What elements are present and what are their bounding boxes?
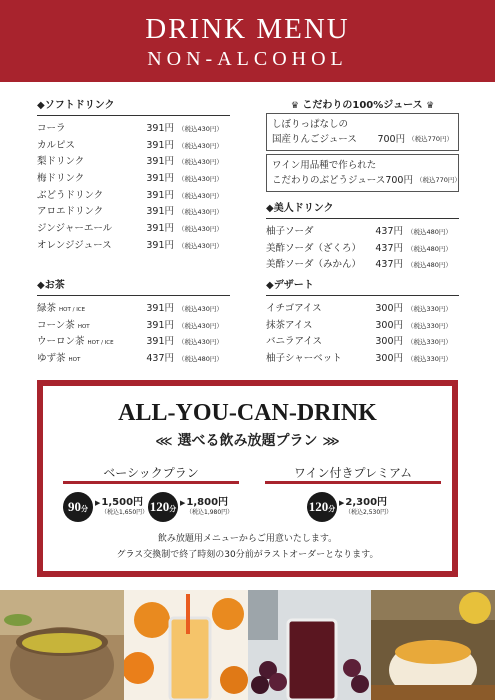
juice-price: 700円: [385, 175, 413, 186]
menu-item-row: [37, 333, 230, 350]
item-name: コーン茶: [37, 319, 75, 331]
basic-plan-heading: ベーシックプラン: [63, 464, 239, 484]
menu-item-row: [37, 170, 230, 187]
menu-item-row: [266, 317, 459, 334]
item-price: 437円: [146, 353, 174, 365]
item-price: 391円: [146, 206, 174, 218]
item-tax: （税込430円）: [178, 305, 223, 313]
photo-strip: [0, 590, 495, 700]
item-name: アロエドリンク: [37, 206, 104, 218]
soft-drink-section: [37, 96, 230, 254]
item-price: 391円: [146, 156, 174, 168]
plan-subtitle-row: [43, 430, 452, 450]
item-note: HOT / ICE: [87, 340, 114, 347]
dessert-section: [266, 276, 459, 367]
plan-price: ▶2,300円: [339, 497, 388, 508]
menu-item-row: [37, 300, 230, 317]
plan-tax: （税込2,530円）: [345, 509, 393, 516]
menu-item-row: [37, 187, 230, 204]
item-tax: （税込330円）: [407, 321, 452, 330]
arrow-icon: ▶: [95, 499, 101, 507]
item-price: 437円: [375, 242, 403, 254]
menu-item-row: [37, 350, 230, 367]
menu-item-row: [37, 137, 230, 154]
crown-icon: ♛: [426, 101, 435, 111]
section-title: ◆ソフトドリンク: [37, 96, 230, 116]
item-tax: （税込430円）: [178, 125, 223, 133]
item-tax: （税込430円）: [178, 241, 223, 250]
tea-section: [37, 276, 230, 367]
menu-item-row: [266, 223, 459, 240]
item-name: 美酢ソーダ（みかん）: [266, 259, 362, 271]
menu-item-row: [37, 220, 230, 237]
section-title: ◆お茶: [37, 276, 230, 296]
plan-title: ALL-YOU-CAN-DRINK: [118, 400, 377, 426]
item-price: 391円: [146, 223, 174, 235]
item-tax: （税込430円）: [178, 338, 223, 347]
item-tax: （税込480円）: [178, 355, 223, 364]
section-title: ◆美人ドリンク: [266, 199, 459, 219]
item-tax: （税込480円）: [407, 261, 452, 270]
item-name: カルピス: [37, 139, 76, 151]
item-name: ジンジャーエール: [37, 223, 113, 235]
menu-item-row: [37, 120, 230, 137]
item-tax: （税込330円）: [407, 338, 452, 347]
juice-desc: しぼりっぱなしの: [272, 119, 349, 130]
menu-item-row: [37, 203, 230, 220]
item-price: 300円: [375, 353, 403, 365]
arrow-icon: ▶: [339, 499, 345, 507]
menu-item-row: [37, 153, 230, 170]
menu-item-row: [266, 256, 459, 273]
leaf-icon: ⋘: [155, 434, 173, 448]
premium-plan-heading: ワイン付きプレミアム: [265, 464, 441, 484]
leaf-icon: ⋙: [322, 434, 340, 448]
juice-desc: ワイン用品種で作られた: [272, 160, 377, 171]
menu-item-row: [266, 333, 459, 350]
item-price: 391円: [146, 319, 174, 331]
juice-tax: （税込770円）: [408, 135, 453, 143]
beauty-drink-section: [266, 199, 459, 273]
item-name: 美酢ソーダ（ざくろ）: [266, 242, 362, 254]
item-name: イチゴアイス: [266, 303, 322, 314]
item-tax: （税込430円）: [178, 175, 223, 184]
item-name: ウーロン茶: [37, 336, 85, 348]
plan-subtitle: 選べる飲み放題プラン: [177, 433, 318, 449]
item-note: HOT: [68, 357, 81, 364]
item-tax: （税込330円）: [407, 355, 452, 364]
plan-price: ▶1,500円: [95, 497, 144, 508]
item-tax: （税込430円）: [178, 191, 223, 200]
juice-box-grape: [266, 154, 459, 192]
item-name: ぶどうドリンク: [37, 189, 104, 201]
item-name: 梅ドリンク: [37, 173, 85, 185]
plan-tax: （税込1,650円）: [101, 509, 149, 516]
item-tax: （税込330円）: [407, 305, 452, 313]
item-tax: （税込430円）: [178, 321, 223, 330]
menu-item-row: [37, 317, 230, 334]
item-tax: （税込430円）: [178, 225, 223, 234]
juice-photo: [124, 590, 248, 700]
menu-item-row: [37, 237, 230, 254]
plan-note: 飲み放題用メニューからご用意いたします。: [157, 534, 338, 544]
item-tax: （税込480円）: [407, 244, 452, 253]
menu-header: [0, 0, 495, 82]
item-note: HOT: [77, 323, 90, 330]
juice-name: 国産りんごジュース: [272, 134, 357, 145]
item-price: 437円: [375, 226, 403, 237]
item-price: 300円: [375, 303, 403, 314]
item-price: 391円: [146, 189, 174, 201]
grape-juice-photo: [248, 590, 372, 700]
item-name: 緑茶: [37, 303, 57, 314]
juice-price: 700円: [377, 134, 406, 145]
item-price: 391円: [146, 336, 174, 348]
item-price: 300円: [375, 319, 403, 331]
item-name: 梨ドリンク: [37, 156, 85, 168]
item-price: 391円: [146, 239, 174, 251]
item-name: コーラ: [37, 123, 66, 134]
citrus-tea-photo: [371, 590, 495, 700]
item-name: バニラアイス: [266, 336, 323, 348]
juice-tax: （税込770円）: [415, 176, 461, 184]
item-note: HOT / ICE: [59, 307, 86, 313]
crown-icon: ♛: [290, 101, 299, 111]
item-price: 391円: [146, 173, 174, 185]
section-title: ◆デザート: [266, 276, 459, 296]
tea-photo: [0, 590, 124, 700]
item-price: 437円: [375, 259, 403, 271]
item-tax: （税込430円）: [178, 208, 223, 217]
duration-badge: 120分: [307, 492, 337, 522]
menu-item-row: [266, 350, 459, 367]
juice-title: こだわりの100%ジュース: [302, 100, 423, 111]
juice-name: こだわりのぶどうジュース: [272, 175, 386, 186]
all-you-can-drink-panel: [37, 380, 458, 577]
item-price: 300円: [375, 336, 403, 348]
item-price: 391円: [146, 303, 174, 314]
plan-tax: （税込1,980円）: [186, 509, 234, 516]
plan-price: ▶1,800円: [180, 497, 229, 508]
menu-item-row: [266, 240, 459, 257]
plan-note: グラス交換制で終了時刻の30分前がラストオーダーとなります。: [116, 550, 379, 560]
item-price: 391円: [146, 139, 174, 151]
duration-badge: 120分: [148, 492, 178, 522]
item-name: 抹茶アイス: [266, 319, 313, 331]
item-name: 柚子シャーベット: [266, 353, 342, 365]
item-tax: （税込430円）: [178, 141, 223, 150]
item-price: 391円: [146, 123, 174, 134]
menu-title: DRINK MENU: [145, 13, 350, 45]
menu-item-row: [266, 300, 459, 317]
item-tax: （税込480円）: [407, 228, 452, 236]
juice-box-apple: [266, 113, 459, 151]
duration-badge: 90分: [63, 492, 93, 522]
item-name: 柚子ソーダ: [266, 226, 314, 237]
arrow-icon: ▶: [180, 499, 186, 507]
item-name: オレンジジュース: [37, 239, 112, 251]
item-tax: （税込430円）: [178, 158, 223, 167]
menu-subtitle: NON-ALCOHOL: [147, 48, 348, 70]
item-name: ゆず茶: [37, 353, 66, 365]
